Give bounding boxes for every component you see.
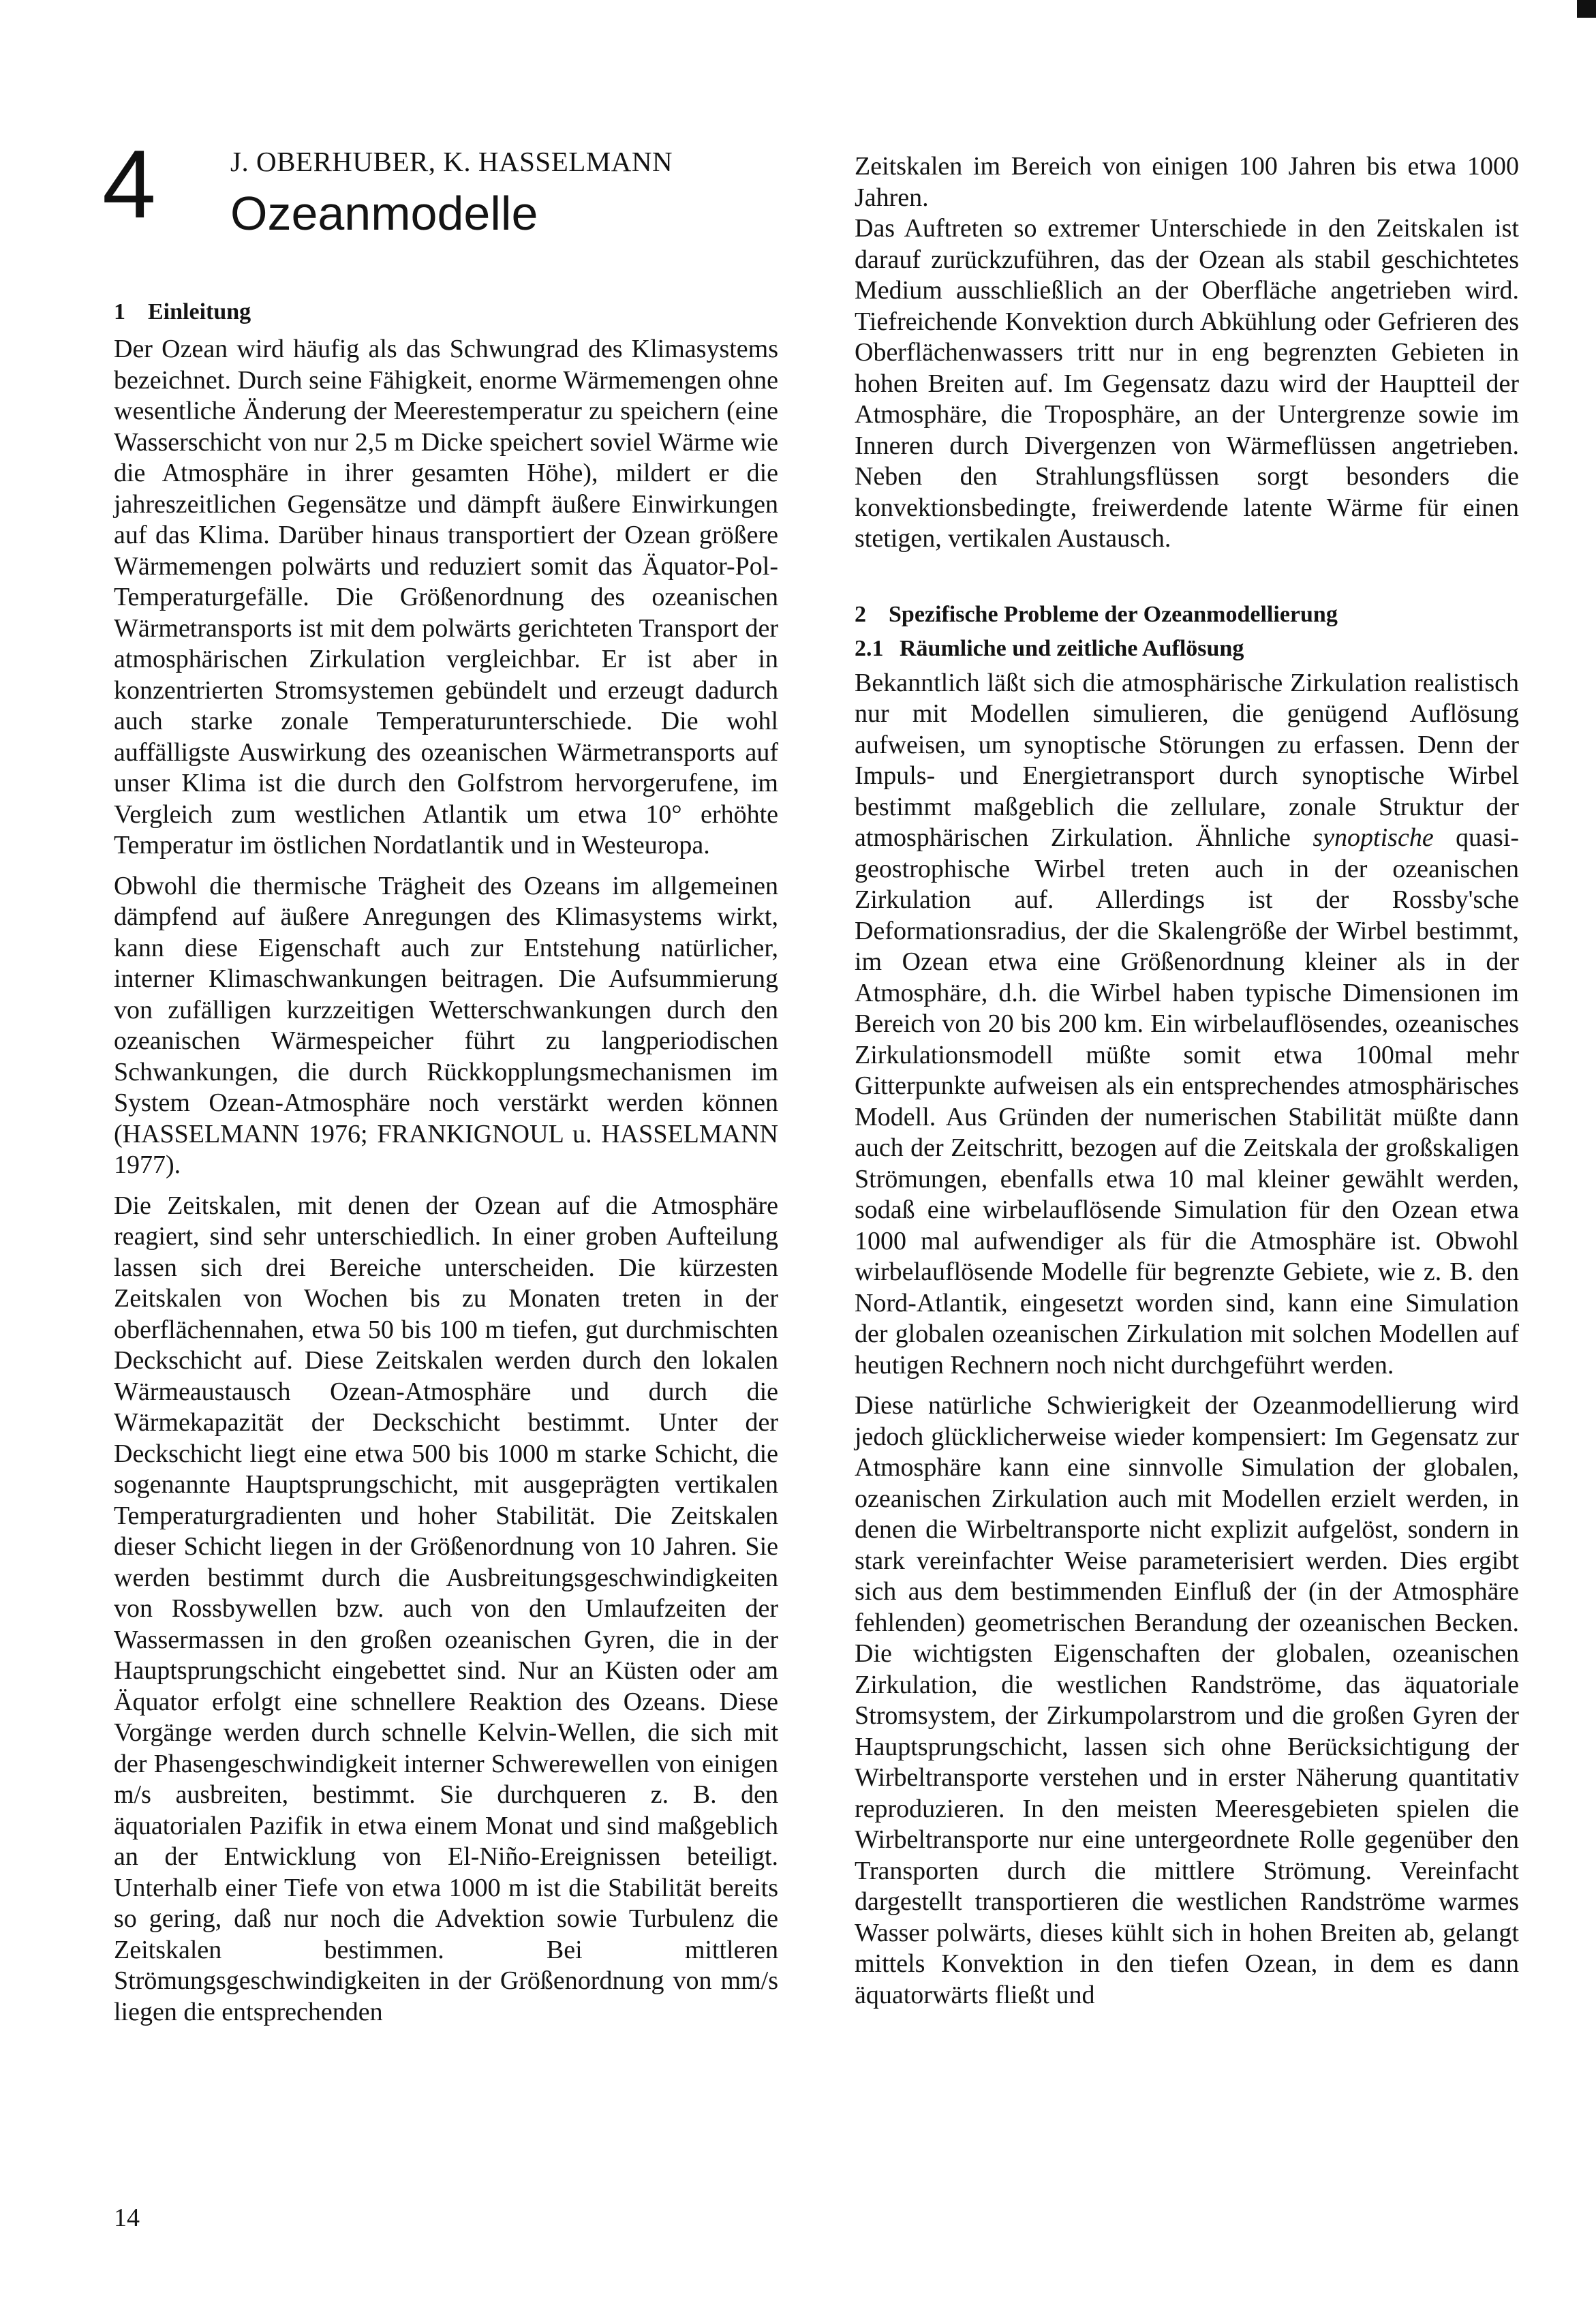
section-heading-2-1 — [855, 634, 1519, 664]
paragraph-text: quasi-geostrophische Wirbel treten auch in der ozeanischen Zirkulation auf. Allerdings ist der Rossby'sche Deformationsradius, der die Skalengröße der Wirbel bestimmt, im Ozean etwa eine Größenordnung kleiner als in der Atmosphäre, d.h. die Wirbel haben typische Dimensionen im Bereich von 20 bis 200 km. Ein wirbelauflösendes, ozeanisches Zirkulationsmodell müßte somit etwa 100mal mehr Gitterpunkte aufweisen als ein entsprechendes atmosphärisches Modell. Aus Gründen der numerischen Stabilität müßte dann auch der Zeitschritt, bezogen auf die Zeitskala der großskaligen Strömungen, ebenfalls etwa 10 mal kleiner gewählt werden, sodaß eine wirbelauflösende Simulation für den Ozean etwa 1000 mal aufwendiger als für die Atmosphäre ist. Obwohl wirbelauflösende Modelle für begrenzte Gebiete, wie z. B. den Nord-Atlantik, eingesetzt worden sind, kann eine Simulation der globalen ozeanischen Zirkulation mit solchen Modellen auf heutigen Rechnern noch nicht durchgeführt werden. — [855, 823, 1519, 1380]
section-number: 1 — [114, 299, 125, 324]
chapter-title: Ozeanmodelle — [230, 187, 538, 240]
section-heading-2 — [855, 600, 1519, 630]
emphasis-text: synoptische — [1313, 823, 1434, 852]
chapter-number: 4 — [102, 130, 156, 239]
left-column — [114, 297, 778, 2037]
scan-corner-mark — [1577, 0, 1596, 18]
paragraph: Der Ozean wird häufig als das Schwungrad des Klimasystems bezeichnet. Durch seine Fähigkeit, enorme Wärmemengen ohne wesentliche Änderung der Meerestemperatur zu speichern (eine Wasserschicht von nur 2,5 m Dicke speichert soviel Wärme wie die Atmosphäre in ihrer gesamten Höhe), mildert er die jahreszeitlichen Gegensätze und dämpft äußere Einwirkungen auf das Klima. Darüber hinaus transportiert der Ozean größere Wärmemengen polwärts und reduziert somit das Äquator-Pol-Temperaturgefälle. Die Größenordnung des ozeanischen Wärmetransports ist mit dem polwärts gerichteten Transport der atmosphärischen Zirkulation vergleichbar. Er ist aber in konzentrierten Stromsystemen gebündelt und erzeugt dadurch auch starke zonale Temperaturunterschiede. Die wohl auffälligste Auswirkung des ozeanischen Wärmetransports auf unser Klima ist die durch den Golfstrom hervorgerufene, im Vergleich zum westlichen Atlantik um etwa 10° erhöhte Temperatur im östlichen Nordatlantik und in Westeuropa. — [114, 335, 778, 859]
paragraph: Diese natürliche Schwierigkeit der Ozeanmodellierung wird jedoch glücklicherweise wieder kompensiert: Im Gegensatz zur Atmosphäre kann eine sinnvolle Simulation der globalen, ozeanischen Zirkulation auch mit Modellen erzielt werden, in denen die Wirbeltransporte nicht explizit aufgelöst, sondern in stark vereinfachter Weise parameterisiert werden. Dies ergibt sich aus dem bestimmenden Einfluß der (in der Atmosphäre fehlenden) geometrischen Berandung der ozeanischen Becken. Die wichtigsten Eigenschaften der globalen, ozeanischen Zirkulation, die westlichen Randströme, das äquatoriale Stromsystem, der Zirkumpolarstrom und die großen Gyren der Hauptsprungschicht, lassen sich ohne Berücksichtigung der Wirbeltransporte verstehen und in erster Näherung quantitativ reproduzieren. In den meisten Meeresgebieten spielen die Wirbeltransporte nur eine untergeordnete Rolle gegenüber den Transporten durch die mittlere Strömung. Vereinfacht dargestellt transportieren die westlichen Randströme warmes Wasser polwärts, dieses kühlt sich in hohen Breiten ab, gelangt mittels Konvektion in den tiefen Ozean, in dem es dann äquatorwärts fließt und — [855, 1391, 1519, 2009]
paragraph: Obwohl die thermische Trägheit des Ozeans im allgemeinen dämpfend auf äußere Anregungen des Klimasystems wirkt, kann diese Eigenschaft auch zur Entstehung natürlicher, interner Klimaschwankungen beitragen. Die Aufsummierung von zufälligen kurzzeitigen Wetterschwankungen durch den ozeanischen Wärmespeicher führt zu langperiodischen Schwankungen, die durch Rückkopplungsmechanismen im System Ozean-Atmosphäre noch verstärkt werden können (HASSELMANN 1976; FRANKIGNOUL u. HASSELMANN 1977). — [114, 871, 778, 1179]
paragraph-text: Bekanntlich läßt sich die atmosphärische Zirkulation realistisch nur mit Modellen simulieren, die genügend Auflösung aufweisen, um synoptische Störungen zu erfassen. Denn der Impuls- und Energietransport durch synoptische Wirbel bestimmt maßgeblich die zellulare, zonale Struktur der atmosphärischen Zirkulation. Ähnliche — [855, 668, 1519, 852]
page-number: 14 — [114, 2204, 140, 2232]
section-heading-group — [855, 600, 1519, 664]
section-number: 2.1 — [855, 635, 884, 661]
section-title: Räumliche und zeitliche Auflösung — [900, 635, 1244, 661]
paragraph: Die Zeitskalen, mit denen der Ozean auf die Atmosphäre reagiert, sind sehr unterschiedlich. In einer groben Aufteilung lassen sich drei Bereiche unterscheiden. Die kürzesten Zeitskalen von Wochen bis zu Monaten treten in der oberflächennahen, etwa 50 bis 100 m tiefen, gut durchmischten Deckschicht auf. Diese Zeitskalen werden durch den lokalen Wärmeaustausch Ozean-Atmosphäre und durch die Wärmekapazität der Deckschicht bestimmt. Unter der Deckschicht liegt eine etwa 500 bis 1000 m starke Schicht, die sogenannte Hauptsprungschicht, mit ausgeprägten vertikalen Temperaturgradienten und hoher Stabilität. Die Zeitskalen dieser Schicht liegen in der Größenordnung von 10 Jahren. Sie werden bestimmt durch die Ausbreitungsgeschwindigkeiten von Rossbywellen bzw. auch von den Umlaufzeiten der Wassermassen in den großen ozeanischen Gyren, die in der Hauptsprungschicht eingebettet sind. Nur an Küsten oder am Äquator erfolgt eine schnellere Reaktion des Ozeans. Diese Vorgänge werden durch schnelle Kelvin-Wellen, die sich mit der Phasengeschwindigkeit interner Schwerewellen von einigen m/s ausbreiten, bestimmt. Sie durchqueren z. B. den äquatorialen Pazifik in etwa einem Monat und sind maßgeblich an der Entwicklung von El-Niño-Ereignissen beteiligt. Unterhalb einer Tiefe von etwa 1000 m ist die Stabilität bereits so gering, daß nur noch die Advektion sowie Turbulenz die Zeitskalen bestimmen. Bei mittleren Strömungsgeschwindigkeiten in der Größenordnung von mm/s liegen die entsprechenden — [114, 1191, 778, 2026]
section-title: Spezifische Probleme der Ozeanmodellierung — [889, 601, 1338, 627]
paragraph: Das Auftreten so extremer Unterschiede in den Zeitskalen ist darauf zurückzuführen, das der Ozean als stabil geschichtetes Medium ausschließlich an der Oberfläche angetrieben wird. Tiefreichende Konvektion durch Abkühlung oder Gefrieren des Oberflächenwassers tritt nur in eng begrenzten Gebieten in hohen Breiten auf. Im Gegensatz dazu wird der Hauptteil der Atmosphäre, die Troposphäre, an der Untergrenze sowie im Inneren durch Divergenzen von Wärmeflüssen angetrieben. Neben den Strahlungsflüssen sorgt besonders die konvektionsbedingte, freiwerdende latente Wärme für einen stetigen, vertikalen Austausch. — [855, 214, 1519, 553]
right-column — [855, 151, 1519, 2020]
paragraph — [855, 668, 1519, 1382]
section-heading-1 — [114, 297, 778, 327]
chapter-authors: J. OBERHUBER, K. HASSELMANN — [230, 146, 673, 177]
paragraph: Zeitskalen im Bereich von einigen 100 Jahren bis etwa 1000 Jahren. — [855, 152, 1519, 212]
section-title: Einleitung — [148, 299, 251, 324]
section-number: 2 — [855, 601, 866, 627]
